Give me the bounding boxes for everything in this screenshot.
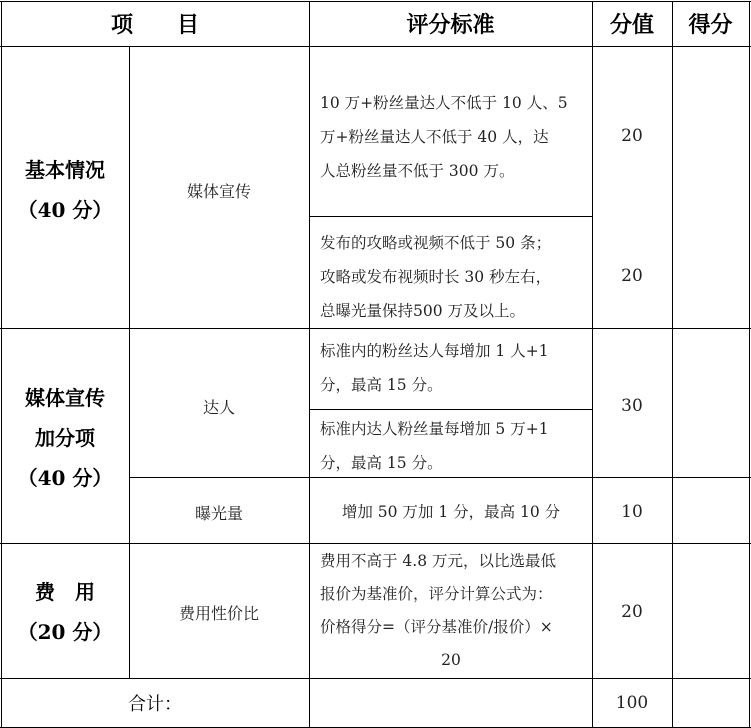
grid-line — [0, 328, 751, 329]
sub-item-cost-performance: 费用性价比 — [178, 603, 259, 623]
criteria-line: 标准内达人粉丝量每增加 5 万+1 — [320, 420, 549, 438]
grid-line — [749, 1, 750, 728]
grid-line — [0, 543, 751, 544]
value-cell: 20 — [621, 266, 643, 286]
header-score: 得分 — [688, 12, 733, 38]
criteria-line: 分，最高 15 分。 — [320, 454, 443, 472]
category-line: 加分项 — [35, 426, 95, 450]
category-basic — [1, 150, 129, 230]
value-cell: 20 — [621, 126, 643, 146]
grid-line — [129, 46, 130, 678]
criteria-line: 价格得分=（评分基准价/报价）× — [320, 618, 553, 636]
criteria-line: 总曝光量保持500 万及以上。 — [320, 302, 526, 320]
criteria-line: 分，最高 15 分。 — [320, 376, 443, 394]
category-line: （40 分） — [17, 198, 113, 222]
criteria-line: 标准内的粉丝达人每增加 1 人+1 — [320, 342, 549, 360]
criteria-cell — [309, 334, 592, 404]
criteria-line: 20 — [441, 651, 461, 669]
header-item: 项 目 — [110, 12, 199, 38]
category-line: 费 用 — [35, 580, 95, 604]
grid-line — [672, 1, 673, 728]
criteria-line: 万+粉丝量达人不低于 40 人，达 — [320, 128, 549, 146]
criteria-line: 人总粉丝量不低于 300 万。 — [320, 162, 515, 180]
criteria-line: 费用不高于 4.8 万元，以比选最低 — [320, 552, 557, 570]
criteria-line: 报价为基准价，评分计算公式为： — [320, 585, 553, 603]
sub-item-media: 媒体宣传 — [186, 181, 251, 201]
sub-item-exposure: 曝光量 — [194, 503, 243, 523]
grid-line — [0, 46, 751, 47]
category-bonus — [1, 378, 129, 498]
value-cell: 20 — [621, 602, 643, 622]
category-line: （20 分） — [17, 620, 113, 644]
category-cost — [1, 572, 129, 652]
category-line: 基本情况 — [25, 158, 105, 182]
grid-line — [309, 409, 592, 410]
criteria-line: 攻略或发布视频时长 30 秒左右， — [320, 268, 552, 286]
header-value: 分值 — [609, 12, 654, 38]
category-line: （40 分） — [17, 466, 113, 490]
value-cell: 30 — [621, 396, 643, 416]
total-value: 100 — [615, 692, 649, 713]
grid-line — [309, 216, 592, 217]
value-cell: 10 — [621, 502, 643, 522]
criteria-cell: 增加 50 万加 1 分，最高 10 分 — [341, 503, 561, 521]
sub-item-influencers: 达人 — [202, 397, 235, 417]
header-criteria: 评分标准 — [406, 12, 495, 38]
total-label: 合计： — [128, 693, 182, 715]
criteria-line: 发布的攻略或视频不低于 50 条； — [320, 234, 552, 252]
criteria-line: 10 万+粉丝量达人不低于 10 人、5 — [320, 94, 568, 112]
criteria-cell — [309, 226, 592, 328]
criteria-cell — [309, 545, 592, 677]
criteria-cell — [309, 86, 592, 188]
category-line: 媒体宣传 — [25, 386, 105, 410]
criteria-cell — [309, 412, 592, 478]
